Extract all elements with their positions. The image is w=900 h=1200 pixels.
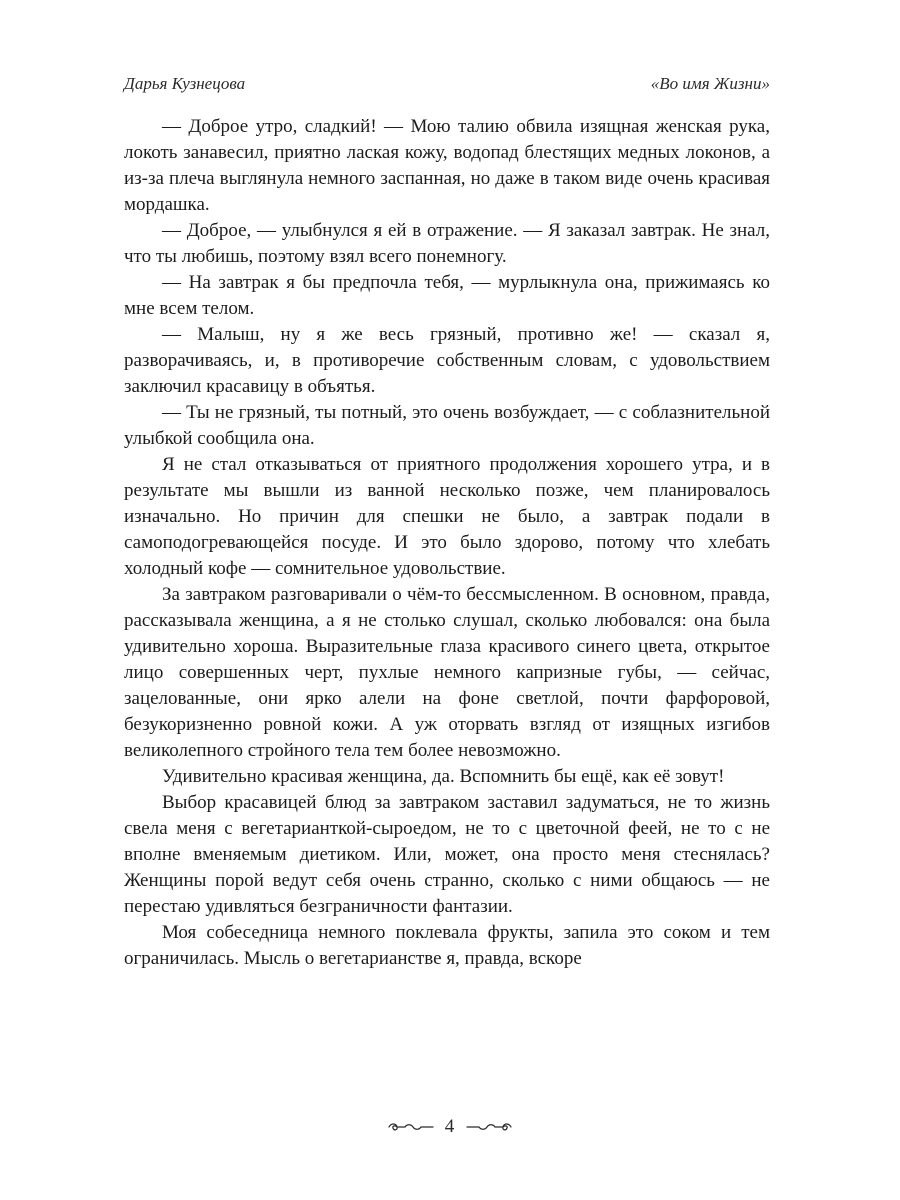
header-author: Дарья Кузнецова: [124, 74, 246, 93]
flourish-right-icon: [465, 1120, 513, 1134]
paragraph: — На завтрак я бы предпочла тебя, — мурлыкнула она, прижимаясь ко мне всем телом.: [124, 272, 770, 319]
paragraph: За завтраком разговаривали о чём-то бессмысленном. В основном, правда, рассказывала женщина, а я не столько слушал, сколько любовался: она была удивительно хороша. Выразительные глаза красивого синего цвета, открытое лицо совершенных черт, пухлые немного капризные губы, — сейчас, зацелованные, они ярко алели на фоне светлой, почти фарфоровой, безукоризненно ровной кожи. А уж оторвать взгляд от изящных изгибов великолепного стройного тела тем более невозможно.: [124, 584, 770, 761]
body-text: [124, 114, 770, 972]
paragraph: — Малыш, ну я же весь грязный, противно же! — сказал я, разворачиваясь, и, в противоречие собственным словам, с удовольствием заключил красавицу в объятья.: [124, 324, 770, 397]
page-number: 4: [444, 1116, 456, 1137]
flourish-left-icon: [387, 1120, 435, 1134]
paragraph: Моя собеседница немного поклевала фрукты, запила это соком и тем ограничилась. Мысль о вегетарианстве я, правда, вскоре: [124, 922, 770, 969]
running-header: [124, 74, 770, 94]
header-book-title: «Во имя Жизни»: [650, 74, 770, 93]
paragraph: — Ты не грязный, ты потный, это очень возбуждает, — с соблазнительной улыбкой сообщила она.: [124, 402, 770, 449]
page-footer: [0, 1116, 900, 1138]
paragraph: — Доброе утро, сладкий! — Мою талию обвила изящная женская рука, локоть занавесил, приятно лаская кожу, водопад блестящих медных локонов, а из-за плеча выглянула немного заспанная, но даже в таком виде очень красивая мордашка.: [124, 116, 770, 215]
paragraph: Я не стал отказываться от приятного продолжения хорошего утра, и в результате мы вышли из ванной несколько позже, чем планировалось изначально. Но причин для спешки не было, а завтрак подали в самоподогревающейся посуде. И это было здорово, потому что хлебать холодный кофе — сомнительное удовольствие.: [124, 454, 770, 579]
paragraph: Удивительно красивая женщина, да. Вспомнить бы ещё, как её зовут!: [162, 766, 725, 787]
paragraph: — Доброе, — улыбнулся я ей в отражение. — Я заказал завтрак. Не знал, что ты любишь, поэтому взял всего понемногу.: [124, 220, 770, 267]
paragraph: Выбор красавицей блюд за завтраком заставил задуматься, не то жизнь свела меня с вегетарианткой-сыроедом, не то с цветочной феей, не то с не вполне вменяемым диетиком. Или, может, она просто меня стеснялась? Женщины порой ведут себя очень странно, сколько с ними общаюсь — не перестаю удивляться безграничности фантазии.: [124, 792, 770, 917]
